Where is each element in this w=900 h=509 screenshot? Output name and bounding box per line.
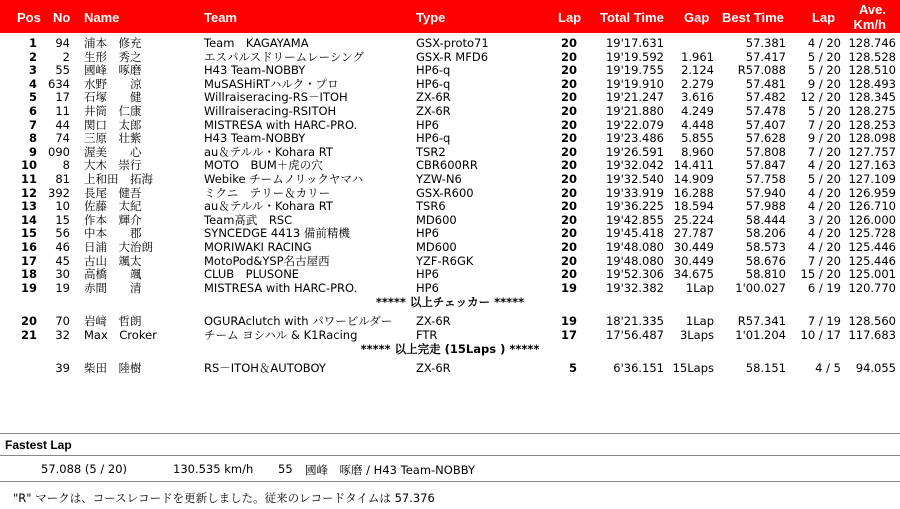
header-name: Name: [84, 10, 120, 25]
cell-laps: 20: [560, 199, 577, 214]
table-row: [0, 214, 900, 228]
cell-number: 55: [55, 63, 70, 78]
cell-best-time: 57.758: [745, 171, 786, 186]
cell-number: 11: [55, 103, 70, 118]
cell-team: MISTRESA with HARC-PRO.: [204, 280, 358, 295]
cell-average-speed: 128.528: [848, 49, 896, 64]
cell-number: 45: [55, 253, 70, 268]
cell-number: 15: [55, 212, 70, 227]
cell-number: 2: [62, 49, 70, 64]
cell-best-time: 57.808: [745, 144, 786, 159]
cell-rider-name: 渥美 心: [84, 144, 142, 159]
cell-laps: 20: [560, 267, 577, 282]
table-row: [0, 51, 900, 65]
cell-machine-type: ZX-6R: [416, 361, 451, 376]
cell-laps: 20: [560, 90, 577, 105]
table-row: [0, 159, 900, 173]
header-ave-line1: Ave.: [859, 2, 886, 17]
cell-best-time: 57.847: [745, 158, 786, 173]
cell-best-lap: 3 / 20: [807, 212, 841, 227]
cell-total-time: 19'32.540: [605, 171, 664, 186]
cell-average-speed: 127.109: [848, 171, 896, 186]
cell-best-time: 58.573: [745, 239, 786, 254]
cell-laps: 20: [560, 212, 577, 227]
cell-team: Willraiseracing-RSITOH: [204, 103, 337, 118]
table-row: [0, 146, 900, 160]
header-best-lap: Lap: [812, 10, 836, 25]
cell-average-speed: 128.345: [848, 90, 896, 105]
cell-average-speed: 126.959: [848, 185, 896, 200]
cell-number: 090: [48, 144, 70, 159]
cell-average-speed: 127.757: [848, 144, 896, 159]
cell-machine-type: HP6-q: [416, 63, 451, 78]
cell-laps: 20: [560, 131, 577, 146]
cell-average-speed: 125.001: [848, 267, 896, 282]
cell-number: 70: [55, 314, 70, 329]
cell-average-speed: 128.560: [848, 314, 896, 329]
cell-best-time: 58.676: [745, 253, 786, 268]
cell-number: 32: [55, 327, 70, 342]
header-team: Team: [204, 10, 237, 25]
cell-total-time: 19'52.306: [605, 267, 664, 282]
cell-number: 17: [55, 90, 70, 105]
cell-gap: 1.961: [681, 49, 714, 64]
cell-rider-name: 関口 太郎: [84, 117, 142, 132]
cell-total-time: 6'36.151: [613, 361, 664, 376]
cell-team: Willraiseracing-RS－ITOH: [204, 90, 348, 105]
cell-best-lap: 7 / 19: [807, 314, 841, 329]
cell-average-speed: 126.000: [848, 212, 896, 227]
cell-machine-type: GSX-R600: [416, 185, 474, 200]
cell-best-time: 57.478: [745, 103, 786, 118]
cell-rider-name: 井筒 仁康: [84, 103, 142, 118]
cell-machine-type: TSR6: [416, 199, 446, 214]
fastest-lap-title: Fastest Lap: [5, 438, 72, 452]
cell-best-lap: 5 / 20: [807, 103, 841, 118]
table-row: [0, 255, 900, 269]
cell-pos: 3: [28, 63, 37, 78]
cell-number: 56: [55, 226, 70, 241]
cell-pos: 6: [28, 103, 37, 118]
cell-total-time: 19'17.631: [605, 36, 664, 50]
cell-machine-type: TSR2: [416, 144, 446, 159]
cell-pos: 14: [20, 212, 37, 227]
cell-rider-name: 柴田 陸樹: [84, 361, 142, 376]
cell-total-time: 19'21.247: [605, 90, 664, 105]
cell-pos: 13: [20, 199, 37, 214]
cell-gap: 18.594: [673, 199, 714, 214]
cell-average-speed: 128.510: [848, 63, 896, 78]
cell-best-time: 1'01.204: [735, 327, 786, 342]
cell-laps: 20: [560, 36, 577, 50]
divider-complete-text: ***** 以上完走 (15Laps ) *****: [360, 342, 540, 357]
divider-checker-text: ***** 以上チェッカー *****: [375, 295, 525, 310]
cell-team: チーム ヨシハル & K1Racing: [204, 327, 358, 342]
cell-gap: 15Laps: [672, 361, 714, 376]
cell-team: MISTRESA with HARC-PRO.: [204, 117, 358, 132]
divider-checker: [0, 295, 900, 309]
cell-best-time: 57.940: [745, 185, 786, 200]
cell-total-time: 17'56.487: [605, 327, 664, 342]
table-row: [0, 200, 900, 214]
cell-number: 10: [55, 199, 70, 214]
cell-laps: 20: [560, 185, 577, 200]
table-row: [0, 119, 900, 133]
cell-rider-name: Max Croker: [84, 327, 157, 342]
header-pos: Pos: [17, 10, 41, 25]
cell-gap: 2.279: [681, 76, 714, 91]
cell-laps: 19: [560, 280, 577, 295]
cell-best-lap: 4 / 5: [815, 361, 841, 376]
cell-best-lap: 4 / 20: [807, 185, 841, 200]
cell-number: 81: [55, 171, 70, 186]
cell-gap: 3.616: [681, 90, 714, 105]
cell-best-lap: 12 / 20: [800, 90, 841, 105]
cell-rider-name: 日浦 大治朗: [84, 239, 153, 254]
cell-best-time: 57.628: [745, 131, 786, 146]
cell-team: OGURAclutch with パワービルダー: [204, 314, 393, 329]
cell-pos: 9: [28, 144, 37, 159]
header-ave-line2: Km/h: [853, 17, 886, 32]
cell-best-lap: 4 / 20: [807, 199, 841, 214]
cell-machine-type: HP6: [416, 226, 439, 241]
cell-best-lap: 10 / 17: [800, 327, 841, 342]
cell-total-time: 19'48.080: [605, 239, 664, 254]
cell-average-speed: 127.163: [848, 158, 896, 173]
divider-complete: [0, 342, 900, 356]
cell-rider-name: 岩﨑 哲朗: [84, 314, 142, 329]
cell-rider-name: 上和田 拓海: [84, 171, 153, 186]
cell-best-lap: 4 / 20: [807, 239, 841, 254]
cell-total-time: 19'48.080: [605, 253, 664, 268]
cell-machine-type: YZF-R6GK: [416, 253, 474, 268]
cell-pos: 18: [20, 267, 37, 282]
results-group-finished: [0, 315, 900, 342]
cell-total-time: 19'26.591: [605, 144, 664, 159]
cell-number: 39: [55, 361, 70, 376]
cell-pos: 17: [20, 253, 37, 268]
record-note: "R" マークは、コースレコードを更新しました。従来のレコードタイムは 57.376: [13, 491, 435, 505]
header-no: No: [53, 10, 71, 25]
cell-laps: 20: [560, 171, 577, 186]
table-row: [0, 105, 900, 119]
cell-best-time: 58.151: [745, 361, 786, 376]
cell-total-time: 19'32.042: [605, 158, 664, 173]
cell-rider-name: 三原 壮紫: [84, 131, 142, 146]
cell-best-lap: 15 / 20: [800, 267, 841, 282]
table-row: [0, 64, 900, 78]
cell-team: ミクニ テリー＆カリー: [204, 185, 331, 200]
cell-best-time: 58.810: [745, 267, 786, 282]
cell-total-time: 19'23.486: [605, 131, 664, 146]
cell-machine-type: YZW-N6: [416, 171, 462, 186]
table-row: [0, 268, 900, 282]
cell-rider-name: 作本 輝介: [84, 212, 142, 227]
cell-best-time: R57.088: [737, 63, 786, 78]
table-row: [0, 329, 900, 343]
cell-best-time: R57.341: [737, 314, 786, 329]
cell-total-time: 19'19.910: [605, 76, 664, 91]
table-row: [0, 78, 900, 92]
cell-team: Team髙武 RSC: [204, 212, 293, 227]
cell-average-speed: 125.728: [848, 226, 896, 241]
cell-laps: 20: [560, 253, 577, 268]
cell-team: CLUB PLUSONE: [204, 267, 300, 282]
cell-pos: 4: [28, 76, 37, 91]
cell-total-time: 19'19.755: [605, 63, 664, 78]
cell-machine-type: HP6: [416, 267, 439, 282]
cell-number: 30: [55, 267, 70, 282]
divider-line-mid: [0, 455, 900, 456]
cell-laps: 19: [560, 314, 577, 329]
divider-line-bottom: [0, 481, 900, 482]
cell-pos: 20: [20, 314, 37, 329]
cell-best-lap: 5 / 20: [807, 49, 841, 64]
cell-average-speed: 128.493: [848, 76, 896, 91]
cell-machine-type: HP6-q: [416, 131, 451, 146]
cell-machine-type: ZX-6R: [416, 314, 451, 329]
cell-team: RS－ITOH＆AUTOBOY: [204, 361, 326, 376]
cell-average-speed: 94.055: [855, 361, 896, 376]
header-laps: Lap: [558, 10, 582, 25]
cell-gap: 1Lap: [685, 280, 714, 295]
cell-number: 19: [55, 280, 70, 295]
cell-gap: 2.124: [681, 63, 714, 78]
cell-gap: 14.411: [673, 158, 714, 173]
cell-team: Webike チームノリックヤマハ: [204, 171, 364, 186]
cell-rider-name: 高橋 颯: [84, 267, 142, 282]
cell-team: MuSASHiRTハルク・プロ: [204, 76, 339, 91]
table-row: [0, 362, 900, 376]
cell-machine-type: GSX-proto71: [416, 36, 489, 50]
cell-pos: 16: [20, 239, 37, 254]
cell-average-speed: 117.683: [848, 327, 896, 342]
cell-best-time: 58.206: [745, 226, 786, 241]
table-row: [0, 282, 900, 296]
fastest-lap-number: 55: [278, 462, 293, 476]
cell-rider-name: 浦本 修充: [84, 36, 142, 50]
cell-pos: 21: [20, 327, 37, 342]
cell-laps: 20: [560, 76, 577, 91]
cell-team: H43 Team-NOBBY: [204, 131, 306, 146]
header-ave: [854, 2, 887, 32]
cell-team: SYNCEDGE 4413 備前精機: [204, 226, 350, 241]
header-best-time: Best Time: [722, 10, 784, 25]
cell-best-time: 57.417: [745, 49, 786, 64]
cell-machine-type: MD600: [416, 212, 457, 227]
cell-best-lap: 4 / 20: [807, 36, 841, 50]
cell-average-speed: 126.710: [848, 199, 896, 214]
cell-gap: 25.224: [673, 212, 714, 227]
cell-gap: 14.909: [673, 171, 714, 186]
cell-best-time: 1'00.027: [735, 280, 786, 295]
cell-rider-name: 中本 郡: [84, 226, 142, 241]
cell-machine-type: HP6: [416, 280, 439, 295]
cell-team: au＆テルル・Kohara RT: [204, 144, 333, 159]
cell-gap: 4.448: [681, 117, 714, 132]
table-row: [0, 132, 900, 146]
cell-rider-name: 古山 颯太: [84, 253, 142, 268]
cell-best-lap: 7 / 20: [807, 144, 841, 159]
cell-best-time: 57.407: [745, 117, 786, 132]
cell-gap: 30.449: [673, 253, 714, 268]
cell-machine-type: HP6: [416, 117, 439, 132]
cell-gap: 34.675: [673, 267, 714, 282]
cell-pos: 10: [20, 158, 37, 173]
cell-machine-type: GSX-R MFD6: [416, 49, 489, 64]
cell-average-speed: 125.446: [848, 253, 896, 268]
cell-best-time: 57.381: [745, 36, 786, 50]
cell-laps: 20: [560, 117, 577, 132]
cell-team: au＆テルル・Kohara RT: [204, 199, 333, 214]
table-row: [0, 187, 900, 201]
cell-average-speed: 128.275: [848, 103, 896, 118]
cell-gap: 1Lap: [685, 314, 714, 329]
results-header-bar: [0, 0, 900, 33]
cell-team: エスパルスドリームレーシング: [204, 49, 364, 64]
cell-total-time: 19'21.880: [605, 103, 664, 118]
results-group-dnf: [0, 362, 900, 376]
cell-number: 94: [55, 36, 70, 50]
cell-laps: 20: [560, 158, 577, 173]
cell-best-lap: 9 / 20: [807, 76, 841, 91]
cell-gap: 16.288: [673, 185, 714, 200]
cell-best-time: 57.481: [745, 76, 786, 91]
cell-best-lap: 7 / 20: [807, 117, 841, 132]
cell-machine-type: HP6-q: [416, 76, 451, 91]
cell-best-lap: 4 / 20: [807, 226, 841, 241]
cell-best-lap: 5 / 20: [807, 171, 841, 186]
cell-number: 392: [48, 185, 70, 200]
table-row: [0, 37, 900, 51]
cell-machine-type: MD600: [416, 239, 457, 254]
cell-best-lap: 7 / 20: [807, 253, 841, 268]
results-group-checkered: [0, 37, 900, 295]
cell-total-time: 18'21.335: [605, 314, 664, 329]
cell-rider-name: 石塚 健: [84, 90, 142, 105]
cell-laps: 20: [560, 49, 577, 64]
cell-pos: 2: [28, 49, 37, 64]
fastest-lap-speed: 130.535 km/h: [173, 462, 254, 476]
table-row: [0, 173, 900, 187]
cell-team: MORIWAKI RACING: [204, 239, 312, 254]
cell-average-speed: 128.253: [848, 117, 896, 132]
cell-pos: 1: [28, 36, 37, 50]
cell-best-lap: 6 / 19: [807, 280, 841, 295]
fastest-lap-time: 57.088 (5 / 20): [41, 462, 128, 476]
cell-gap: 27.787: [673, 226, 714, 241]
cell-best-lap: 5 / 20: [807, 63, 841, 78]
table-row: [0, 91, 900, 105]
cell-rider-name: 生形 秀之: [84, 49, 142, 64]
cell-best-time: 57.988: [745, 199, 786, 214]
cell-total-time: 19'36.225: [605, 199, 664, 214]
cell-number: 74: [55, 131, 70, 146]
cell-pos: 19: [20, 280, 37, 295]
cell-laps: 20: [560, 63, 577, 78]
cell-best-time: 58.444: [745, 212, 786, 227]
cell-gap: 3Laps: [679, 327, 714, 342]
cell-gap: 5.855: [681, 131, 714, 146]
cell-number: 8: [62, 158, 70, 173]
cell-average-speed: 120.770: [848, 280, 896, 295]
cell-team: MotoPod&YSP名古屋西: [204, 253, 330, 268]
cell-laps: 20: [560, 144, 577, 159]
cell-machine-type: FTR: [416, 327, 438, 342]
cell-gap: 30.449: [673, 239, 714, 254]
cell-total-time: 19'42.855: [605, 212, 664, 227]
cell-average-speed: 125.446: [848, 239, 896, 254]
cell-pos: 7: [28, 117, 37, 132]
cell-machine-type: ZX-6R: [416, 103, 451, 118]
divider-line-top: [0, 433, 900, 434]
cell-rider-name: 大木 崇行: [84, 158, 142, 173]
cell-rider-name: 水野 涼: [84, 76, 142, 91]
cell-average-speed: 128.746: [848, 36, 896, 50]
cell-machine-type: ZX-6R: [416, 90, 451, 105]
cell-total-time: 19'45.418: [605, 226, 664, 241]
header-type: Type: [416, 10, 446, 25]
cell-rider-name: 佐藤 太紀: [84, 199, 142, 214]
results-table: [0, 37, 900, 376]
cell-gap: 4.249: [681, 103, 714, 118]
cell-rider-name: 國峰 啄磨: [84, 63, 142, 78]
cell-team: Team KAGAYAMA: [204, 36, 309, 50]
cell-best-lap: 9 / 20: [807, 131, 841, 146]
cell-gap: 8.960: [681, 144, 714, 159]
cell-laps: 20: [560, 239, 577, 254]
cell-number: 44: [55, 117, 70, 132]
cell-machine-type: CBR600RR: [416, 158, 478, 173]
cell-pos: 12: [20, 185, 37, 200]
cell-best-time: 57.482: [745, 90, 786, 105]
cell-number: 46: [55, 239, 70, 254]
cell-team: MOTO BUM＋虎の穴: [204, 158, 323, 173]
header-total-time: Total Time: [600, 10, 664, 25]
cell-pos: 8: [28, 131, 37, 146]
cell-rider-name: 長尾 健吾: [84, 185, 142, 200]
cell-average-speed: 128.098: [848, 131, 896, 146]
cell-total-time: 19'32.382: [605, 280, 664, 295]
cell-total-time: 19'33.919: [605, 185, 664, 200]
cell-pos: 5: [28, 90, 37, 105]
table-row: [0, 315, 900, 329]
cell-number: 634: [48, 76, 70, 91]
table-row: [0, 227, 900, 241]
cell-pos: 11: [20, 171, 37, 186]
header-gap: Gap: [684, 10, 710, 25]
cell-laps: 20: [560, 226, 577, 241]
cell-best-lap: 4 / 20: [807, 158, 841, 173]
cell-laps: 5: [568, 361, 577, 376]
cell-laps: 20: [560, 103, 577, 118]
cell-total-time: 19'22.079: [605, 117, 664, 132]
cell-laps: 17: [560, 327, 577, 342]
table-row: [0, 241, 900, 255]
cell-pos: 15: [20, 226, 37, 241]
fastest-lap-rider-team: 國峰 啄磨 / H43 Team-NOBBY: [305, 463, 475, 477]
cell-rider-name: 赤間 清: [84, 280, 142, 295]
cell-total-time: 19'19.592: [605, 49, 664, 64]
cell-team: H43 Team-NOBBY: [204, 63, 306, 78]
